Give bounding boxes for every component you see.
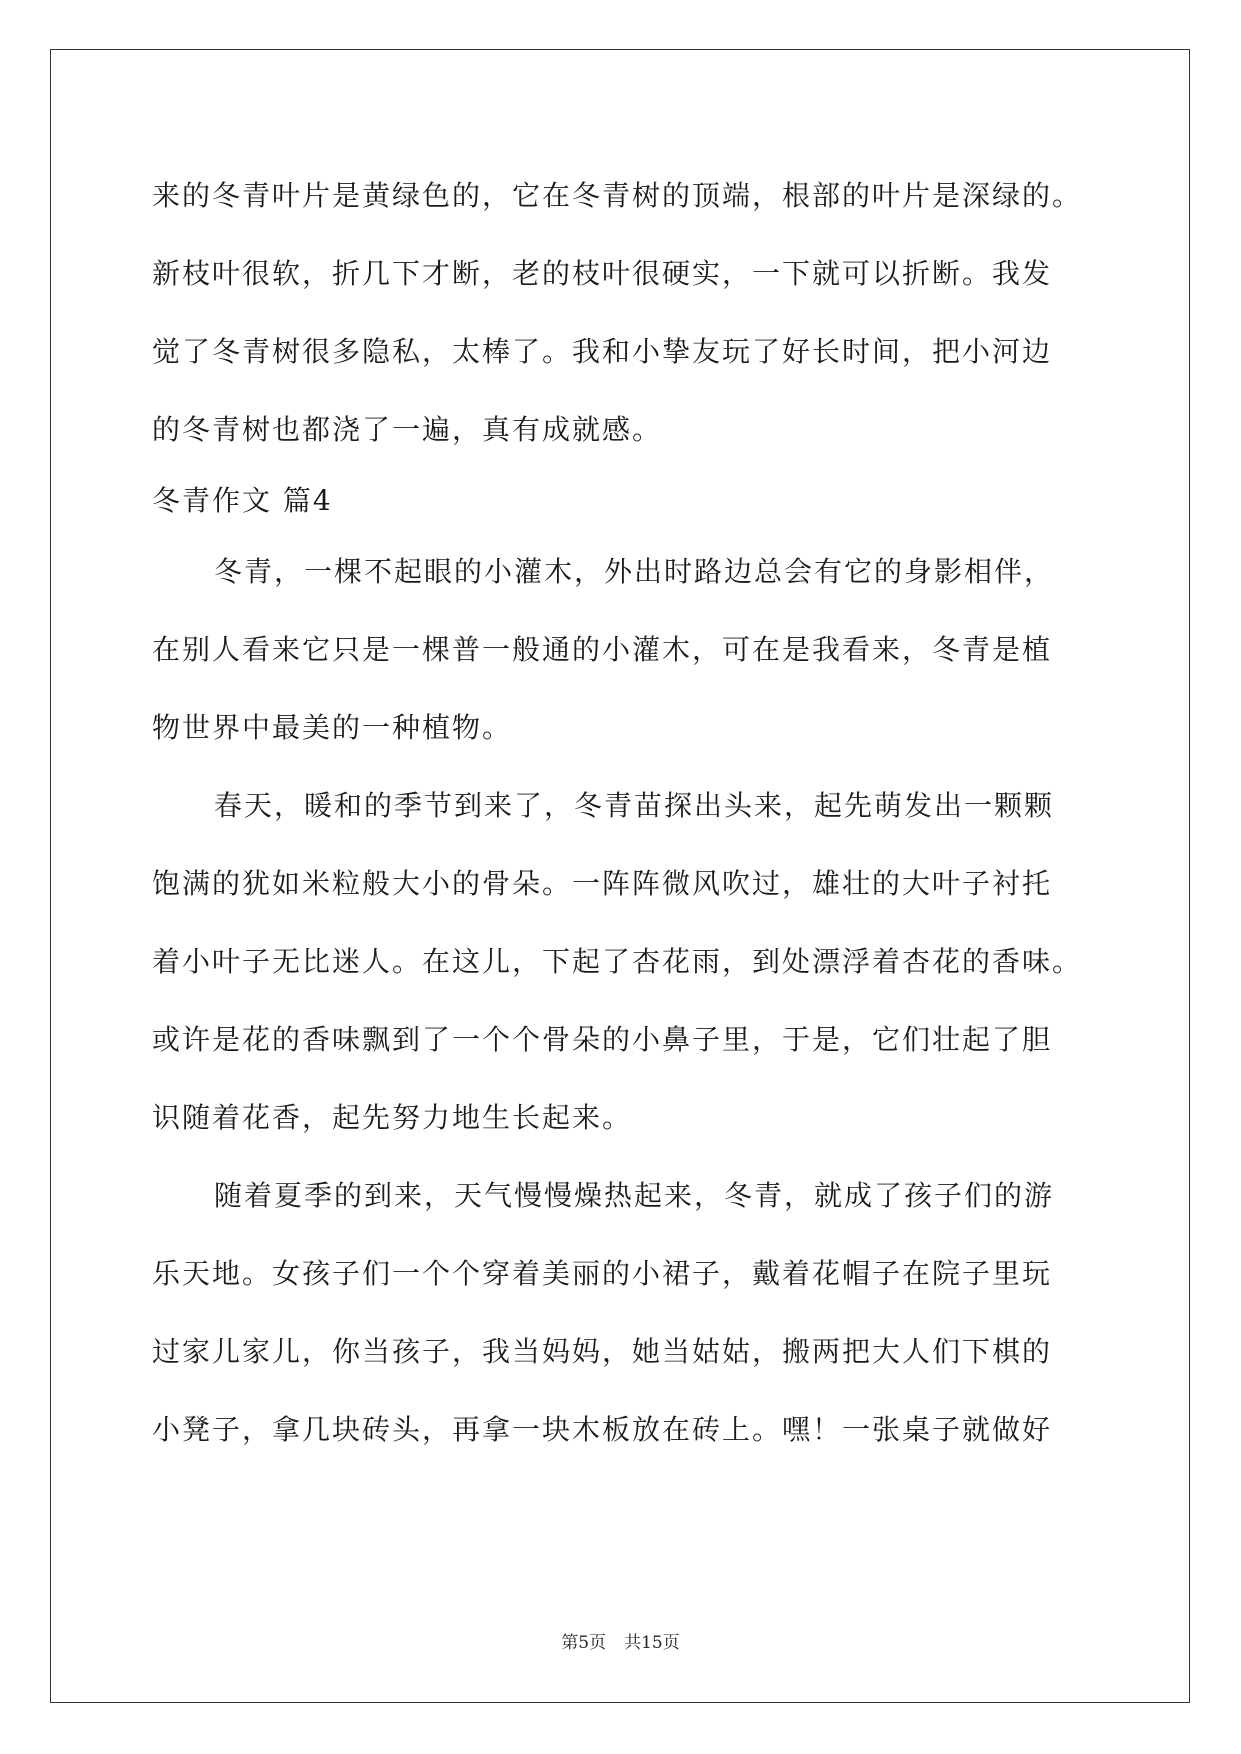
text-line: 来的冬青叶片是黄绿色的，它在冬青树的顶端，根部的叶片是深绿的。 <box>152 179 1083 212</box>
text-line: 或许是花的香味飘到了一个个骨朵的小鼻子里，于是，它们壮起了胆 <box>152 1023 1053 1056</box>
text-line: 的冬青树也都浇了一遍，真有成就感。 <box>152 413 663 446</box>
text-line: 小凳子，拿几块砖头，再拿一块木板放在砖上。嘿！一张桌子就做好 <box>152 1413 1053 1446</box>
text-line: 物世界中最美的一种植物。 <box>152 711 513 744</box>
text-line: 饱满的犹如米粒般大小的骨朵。一阵阵微风吹过，雄壮的大叶子衬托 <box>152 867 1053 900</box>
text-line: 在别人看来它只是一棵普一般通的小灌木，可在是我看来，冬青是植 <box>152 633 1053 666</box>
paragraph-2 <box>152 767 1092 1157</box>
text-line: 识随着花香，起先努力地生长起来。 <box>152 1101 633 1134</box>
text-line: 冬青，一棵不起眼的小灌木，外出时路边总会有它的身影相伴， <box>214 555 1055 588</box>
page-footer <box>0 1628 1241 1653</box>
page-number: 第5页 <box>561 1633 607 1653</box>
text-line: 新枝叶很软，折几下才断，老的枝叶很硬实，一下就可以折断。我发 <box>152 257 1053 290</box>
text-line: 乐天地。女孩子们一个个穿着美丽的小裙子，戴着花帽子在院子里玩 <box>152 1257 1053 1290</box>
paragraph-3 <box>152 1157 1092 1469</box>
text-line: 随着夏季的到来，天气慢慢燥热起来，冬青，就成了孩子们的游 <box>214 1179 1055 1212</box>
paragraph-continued <box>152 157 1092 469</box>
text-line: 过家儿家儿，你当孩子，我当妈妈，她当姑姑，搬两把大人们下棋的 <box>152 1335 1053 1368</box>
text-line: 觉了冬青树很多隐私，太棒了。我和小挚友玩了好长时间，把小河边 <box>152 335 1053 368</box>
document-body <box>152 157 1092 1469</box>
text-line: 春天，暖和的季节到来了，冬青苗探出头来，起先萌发出一颗颗 <box>214 789 1055 822</box>
paragraph-1 <box>152 533 1092 767</box>
page-total: 共15页 <box>624 1633 680 1653</box>
text-line: 着小叶子无比迷人。在这儿，下起了杏花雨，到处漂浮着杏花的香味。 <box>152 945 1083 978</box>
section-heading: 冬青作文 篇4 <box>152 484 333 517</box>
